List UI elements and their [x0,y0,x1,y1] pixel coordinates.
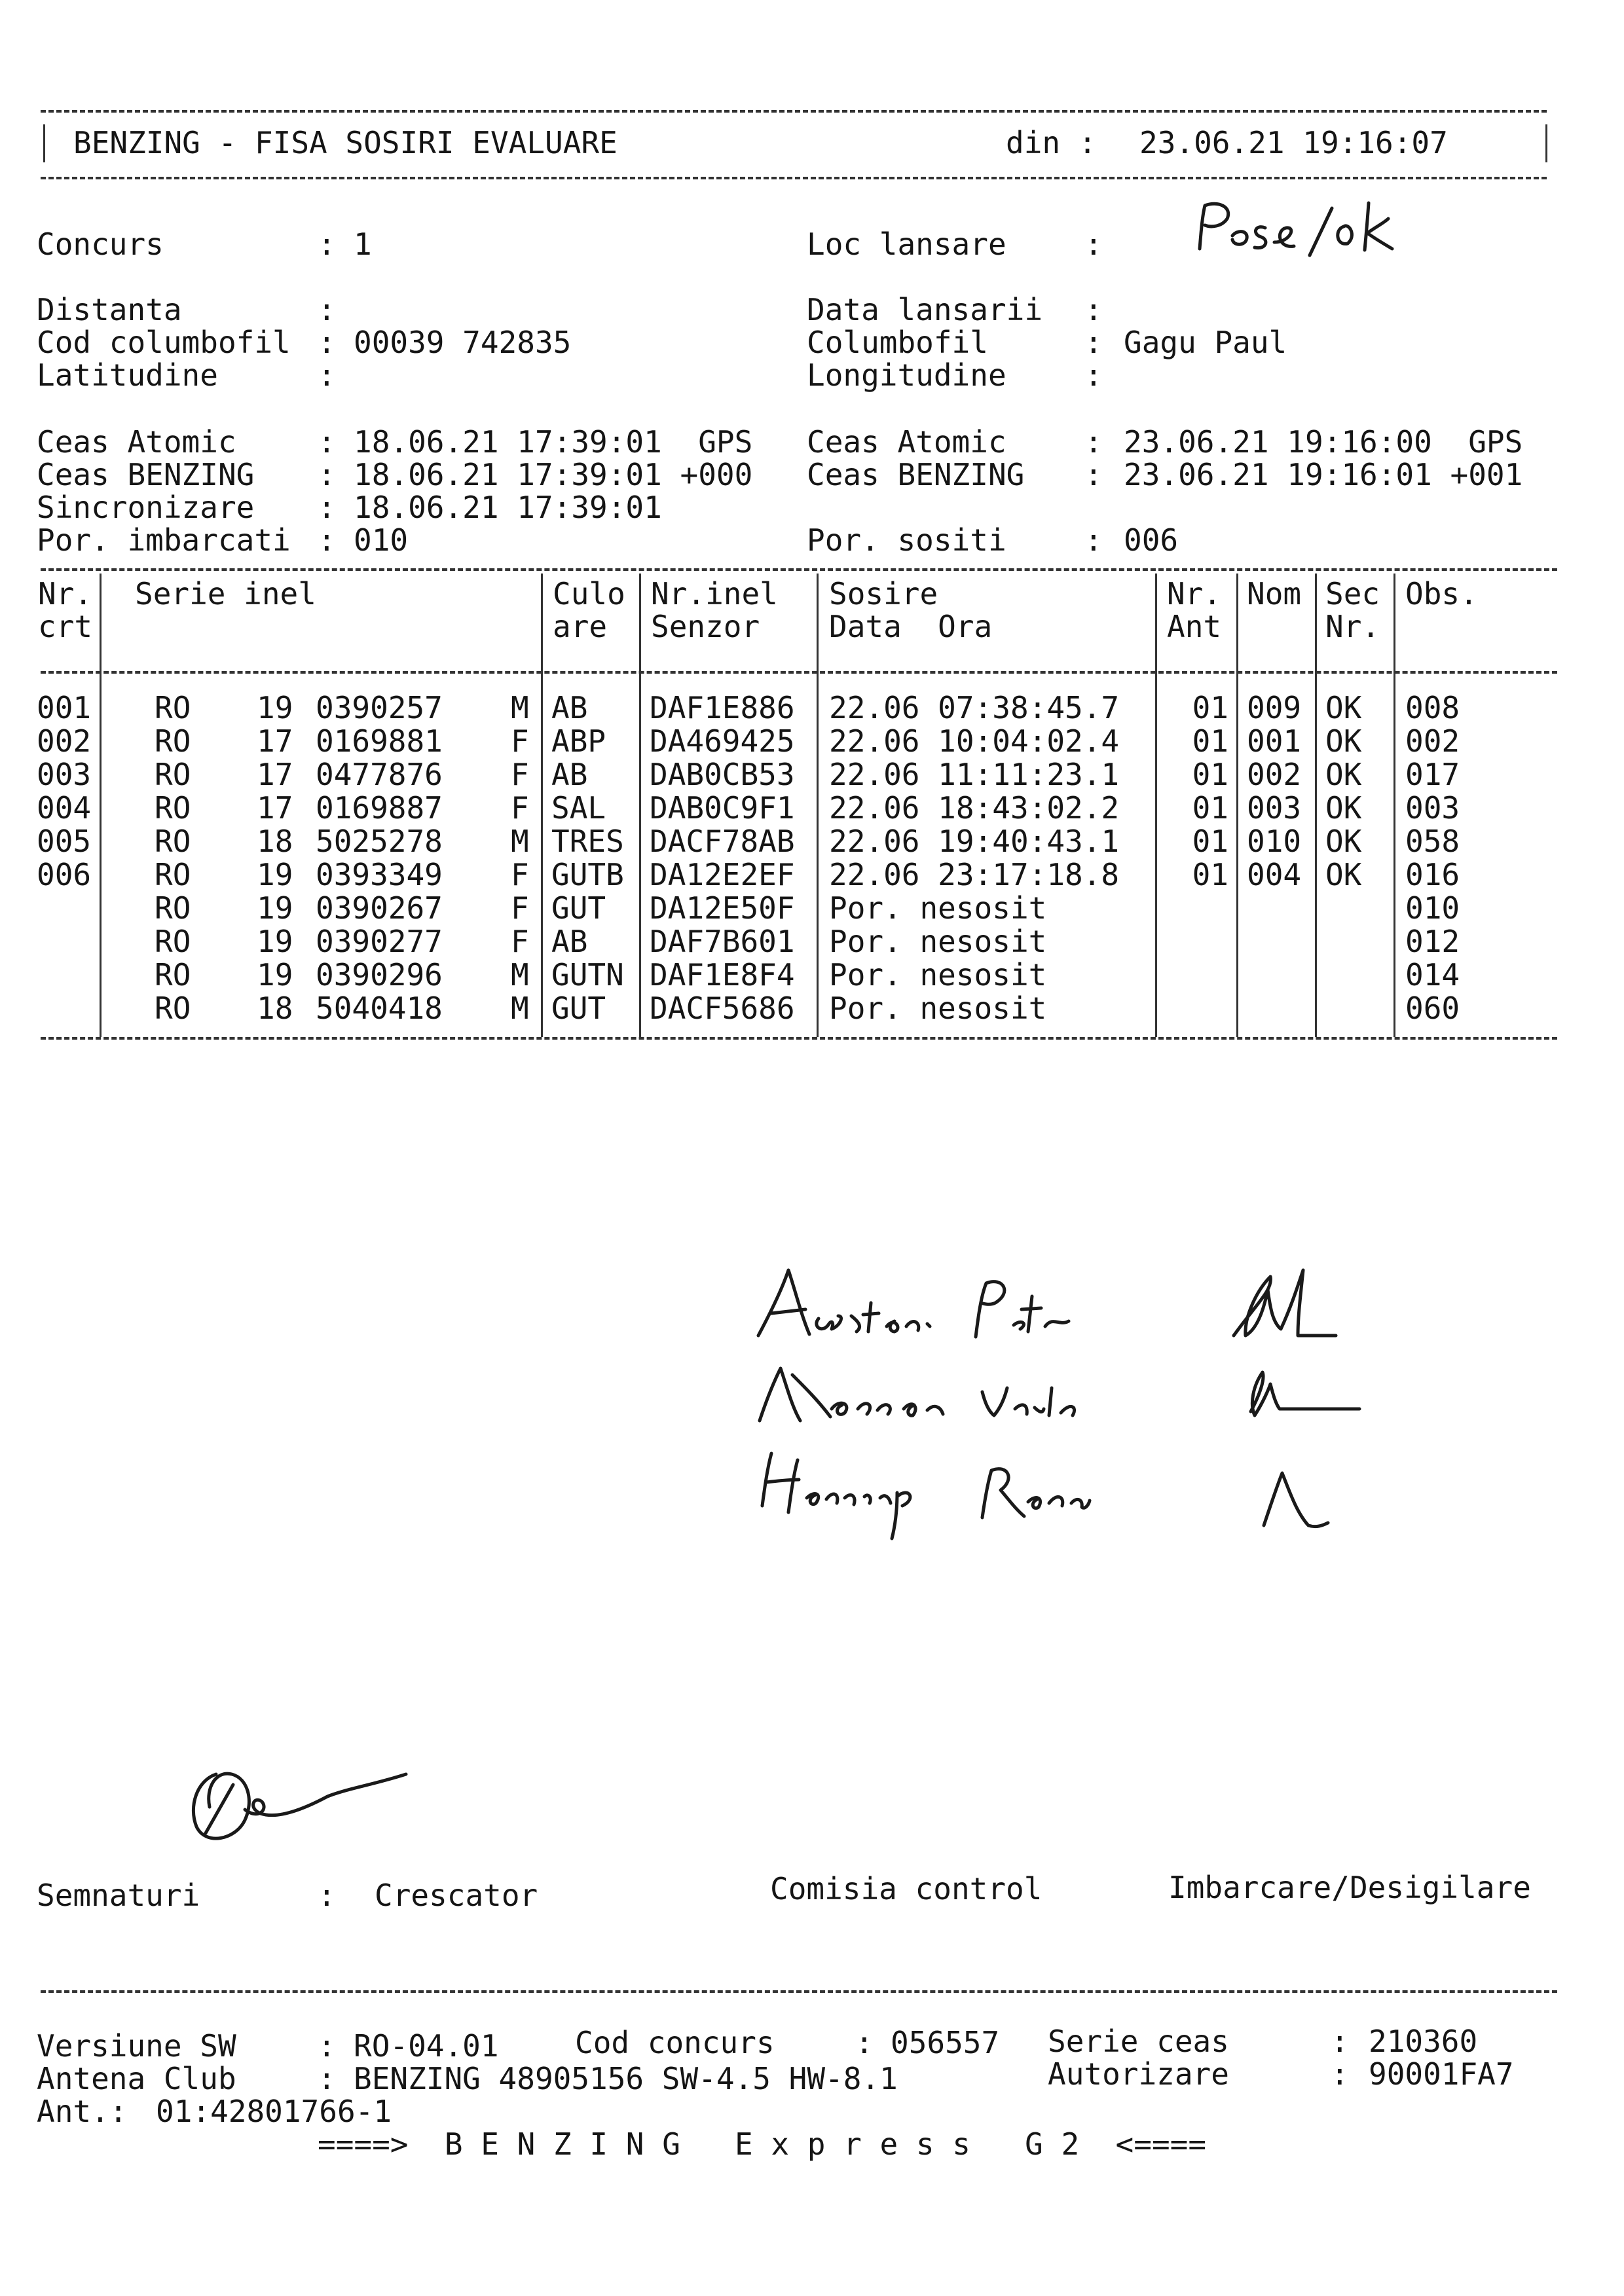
cell-obs: 060 [1405,991,1460,1026]
left-clock-label: Sincronizare [37,490,255,525]
cell-senzor: DACF5686 [650,991,795,1026]
colon: : [318,357,336,393]
cell-sec-nr: OK [1325,824,1362,859]
cell-ring-number: 0477876 [316,757,443,792]
cell-nom: 009 [1247,690,1302,725]
data-lansarii-label: Data lansarii [807,292,1043,327]
cell-country: RO [155,723,191,759]
cell-ring-number: 0390277 [316,924,443,959]
commission-handwriting [747,1264,1375,1578]
colon: : [318,1878,336,1913]
cell-sec-nr: OK [1325,690,1362,725]
cell-culoare: AB [551,690,588,725]
table-bottom-rule [41,1037,1557,1040]
cell-culoare: GUTB [551,857,624,892]
handwritten-name [758,1270,1069,1337]
cell-nr-ant: 01 [1192,723,1228,759]
left-clock-label: Por. imbarcati [37,522,291,558]
header-sec-nr: Nr. [1325,609,1380,644]
cell-nr-ant: 01 [1192,824,1228,859]
cell-year: 19 [257,890,293,926]
cell-sex: F [511,723,529,759]
cell-sex: M [511,824,529,859]
cell-ring-number: 5025278 [316,824,443,859]
vline-ant [1236,574,1238,1037]
document-title: BENZING - FISA SOSIRI EVALUARE [73,125,618,160]
colon: : [318,2028,336,2064]
cell-senzor: DAB0C9F1 [650,790,795,826]
cell-nom: 001 [1247,723,1302,759]
cell-senzor: DA469425 [650,723,795,759]
cell-nr-ant: 01 [1192,857,1228,892]
report-datetime: 23.06.21 19:16:07 [1139,125,1448,160]
din-label: din : [1006,125,1097,160]
cell-country: RO [155,991,191,1026]
columbofil-value: Gagu Paul [1124,325,1287,360]
colon: : [1084,325,1103,360]
vline-nom [1315,574,1317,1037]
cell-culoare: AB [551,924,588,959]
cell-obs: 008 [1405,690,1460,725]
cell-nr-crt: 001 [37,690,92,725]
vline-serie [541,574,543,1037]
autorizare-value: 90001FA7 [1369,2056,1514,2092]
cell-sex: M [511,991,529,1026]
cell-sosire: Por. nesosit [829,991,1047,1026]
colon: : [318,227,336,262]
versiune-value: RO-04.01 [354,2028,499,2064]
right-clock-label: Por. sositi [807,522,1006,558]
cell-sosire: 22.06 18:43:02.2 [829,790,1120,826]
right-clock-value: 23.06.21 19:16:00 GPS [1124,424,1523,460]
cell-nom: 003 [1247,790,1302,826]
cell-culoare: AB [551,757,588,792]
loc-lansare-handwriting [1192,196,1401,268]
columbofil-label: Columbofil [807,325,988,360]
cell-culoare: GUT [551,890,606,926]
colon: : [318,457,336,492]
cell-senzor: DAF1E886 [650,690,795,725]
colon: : [318,2061,336,2096]
left-clock-value: 18.06.21 17:39:01 GPS [354,424,753,460]
cell-country: RO [155,757,191,792]
header-bottom-rule [41,177,1547,179]
header-data-ora: Data Ora [829,609,993,644]
cell-culoare: TRES [551,824,624,859]
colon: : [318,424,336,460]
cell-sosire: Por. nesosit [829,890,1047,926]
colon: : [1084,227,1103,262]
header-right-border [1545,124,1547,162]
cell-sosire: 22.06 19:40:43.1 [829,824,1120,859]
cell-nr-crt: 004 [37,790,92,826]
header-senzor: Senzor [651,609,760,644]
cell-sec-nr: OK [1325,857,1362,892]
cell-nr-crt: 003 [37,757,92,792]
header-sec-nr: Sec [1325,576,1380,611]
serie-ceas-label: Serie ceas [1048,2024,1229,2059]
left-clock-label: Ceas Atomic [37,424,236,460]
cell-obs: 012 [1405,924,1460,959]
left-clock-value: 18.06.21 17:39:01 +000 [354,457,753,492]
cell-ring-number: 0393349 [316,857,443,892]
cell-sex: M [511,957,529,993]
cell-sosire: 22.06 23:17:18.8 [829,857,1120,892]
colon: : [1084,357,1103,393]
cell-senzor: DA12E2EF [650,857,795,892]
cell-country: RO [155,824,191,859]
antena-label: Antena Club [37,2061,236,2096]
cod-columbofil-value: 00039 742835 [354,325,572,360]
handwritten-name [762,1453,1090,1539]
cell-sec-nr: OK [1325,723,1362,759]
imbarcare-label: Imbarcare/Desigilare [1168,1870,1531,1905]
colon: : [1331,2056,1349,2092]
concurs-value: 1 [354,227,372,262]
cell-sosire: 22.06 10:04:02.4 [829,723,1120,759]
crescator-label: Crescator [375,1878,538,1913]
signature-mark [1264,1473,1328,1527]
header-top-rule [41,110,1547,113]
autorizare-label: Autorizare [1048,2056,1229,2092]
cell-sosire: Por. nesosit [829,924,1047,959]
cell-nr-crt: 006 [37,857,92,892]
cell-nr-ant: 01 [1192,790,1228,826]
vline-senzor [817,574,819,1037]
left-clock-label: Ceas BENZING [37,457,255,492]
cell-year: 18 [257,991,293,1026]
semnaturi-label: Semnaturi [37,1878,200,1913]
colon: : [318,490,336,525]
table-header-rule [41,671,1557,674]
cell-nr-ant: 01 [1192,757,1228,792]
cell-culoare: ABP [551,723,606,759]
cell-ring-number: 0169881 [316,723,443,759]
cell-obs: 014 [1405,957,1460,993]
left-clock-value: 18.06.21 17:39:01 [354,490,662,525]
cell-ring-number: 0169887 [316,790,443,826]
cell-senzor: DAF1E8F4 [650,957,795,993]
cell-sosire: 22.06 11:11:23.1 [829,757,1120,792]
distanta-label: Distanta [37,292,182,327]
cell-senzor: DACF78AB [650,824,795,859]
cell-sec-nr: OK [1325,790,1362,826]
cell-year: 19 [257,690,293,725]
longitudine-label: Longitudine [807,357,1006,393]
cell-year: 19 [257,924,293,959]
colon: : [1084,457,1103,492]
header-left-border [43,124,45,162]
cell-ring-number: 0390257 [316,690,443,725]
cell-culoare: GUT [551,991,606,1026]
loc-lansare-label: Loc lansare [807,227,1006,262]
colon: : [1084,424,1103,460]
signature-mark [1251,1372,1359,1415]
colon: : [1084,292,1103,327]
header-nr-ant: Ant [1167,609,1222,644]
signature-mark [1234,1270,1336,1336]
ant-label: Ant.: [37,2094,128,2129]
antena-value: BENZING 48905156 SW-4.5 HW-8.1 [354,2061,898,2096]
right-clock-label: Ceas Atomic [807,424,1006,460]
cell-ring-number: 0390296 [316,957,443,993]
cell-obs: 016 [1405,857,1460,892]
cell-culoare: GUTN [551,957,624,993]
cell-obs: 010 [1405,890,1460,926]
cell-country: RO [155,890,191,926]
header-culoare: Culo [553,576,625,611]
cell-nom: 004 [1247,857,1302,892]
colon: : [855,2025,874,2060]
cell-country: RO [155,857,191,892]
cell-year: 17 [257,757,293,792]
cell-sosire: 22.06 07:38:45.7 [829,690,1120,725]
cell-country: RO [155,690,191,725]
cell-culoare: SAL [551,790,606,826]
left-clock-value: 010 [354,522,409,558]
colon: : [1084,522,1103,558]
cell-nom: 002 [1247,757,1302,792]
header-culoare: are [553,609,608,644]
right-clock-value: 006 [1124,522,1179,558]
cell-country: RO [155,790,191,826]
cell-sec-nr: OK [1325,757,1362,792]
concurs-label: Concurs [37,227,164,262]
serie-ceas-value: 210360 [1369,2024,1478,2059]
vline-nr [100,574,101,1037]
cell-obs: 058 [1405,824,1460,859]
colon: : [318,325,336,360]
cell-obs: 003 [1405,790,1460,826]
header-nr-crt: crt [38,609,93,644]
cell-sex: F [511,757,529,792]
table-top-rule [41,568,1557,571]
cod-columbofil-label: Cod columbofil [37,325,291,360]
header-obs: Obs. [1405,576,1478,611]
header-sosire: Sosire [829,576,938,611]
right-clock-value: 23.06.21 19:16:01 +001 [1124,457,1523,492]
right-clock-label: Ceas BENZING [807,457,1025,492]
cell-sex: F [511,924,529,959]
colon: : [318,292,336,327]
cell-year: 19 [257,857,293,892]
colon: : [1331,2024,1349,2059]
cell-sosire: Por. nesosit [829,957,1047,993]
cell-sex: F [511,857,529,892]
cell-senzor: DAF7B601 [650,924,795,959]
versiune-label: Versiune SW [37,2028,236,2064]
cod-concurs-label: Cod concurs [575,2025,775,2060]
cell-nr-crt: 002 [37,723,92,759]
cell-nr-crt: 005 [37,824,92,859]
cell-senzor: DAB0CB53 [650,757,795,792]
header-nr-crt: Nr. [38,576,93,611]
cell-obs: 017 [1405,757,1460,792]
cell-country: RO [155,957,191,993]
cell-nom: 010 [1247,824,1302,859]
cell-nr-ant: 01 [1192,690,1228,725]
cell-senzor: DA12E50F [650,890,795,926]
vline-sec [1393,574,1395,1037]
header-nom: Nom [1247,576,1302,611]
ant-value: 01:42801766-1 [156,2094,392,2129]
banner: ====> B E N Z I N G E x p r e s s G 2 <==== [318,2126,1207,2162]
cell-country: RO [155,924,191,959]
handwritten-name [760,1368,1075,1421]
cell-ring-number: 0390267 [316,890,443,926]
header-nr-ant: Nr. [1167,576,1222,611]
vline-culoare [639,574,641,1037]
cell-year: 17 [257,790,293,826]
cod-concurs-value: 056557 [891,2025,1000,2060]
cell-sex: F [511,890,529,926]
cell-sex: M [511,690,529,725]
cell-year: 19 [257,957,293,993]
cell-year: 18 [257,824,293,859]
cell-obs: 002 [1405,723,1460,759]
cell-year: 17 [257,723,293,759]
footer-rule [41,1990,1557,1993]
cell-sex: F [511,790,529,826]
comisia-label: Comisia control [770,1871,1043,1906]
header-nr-inel: Nr.inel [651,576,778,611]
cell-ring-number: 5040418 [316,991,443,1026]
latitudine-label: Latitudine [37,357,218,393]
crescator-signature [177,1755,426,1859]
colon: : [318,522,336,558]
header-serie-inel: Serie inel [135,576,316,611]
